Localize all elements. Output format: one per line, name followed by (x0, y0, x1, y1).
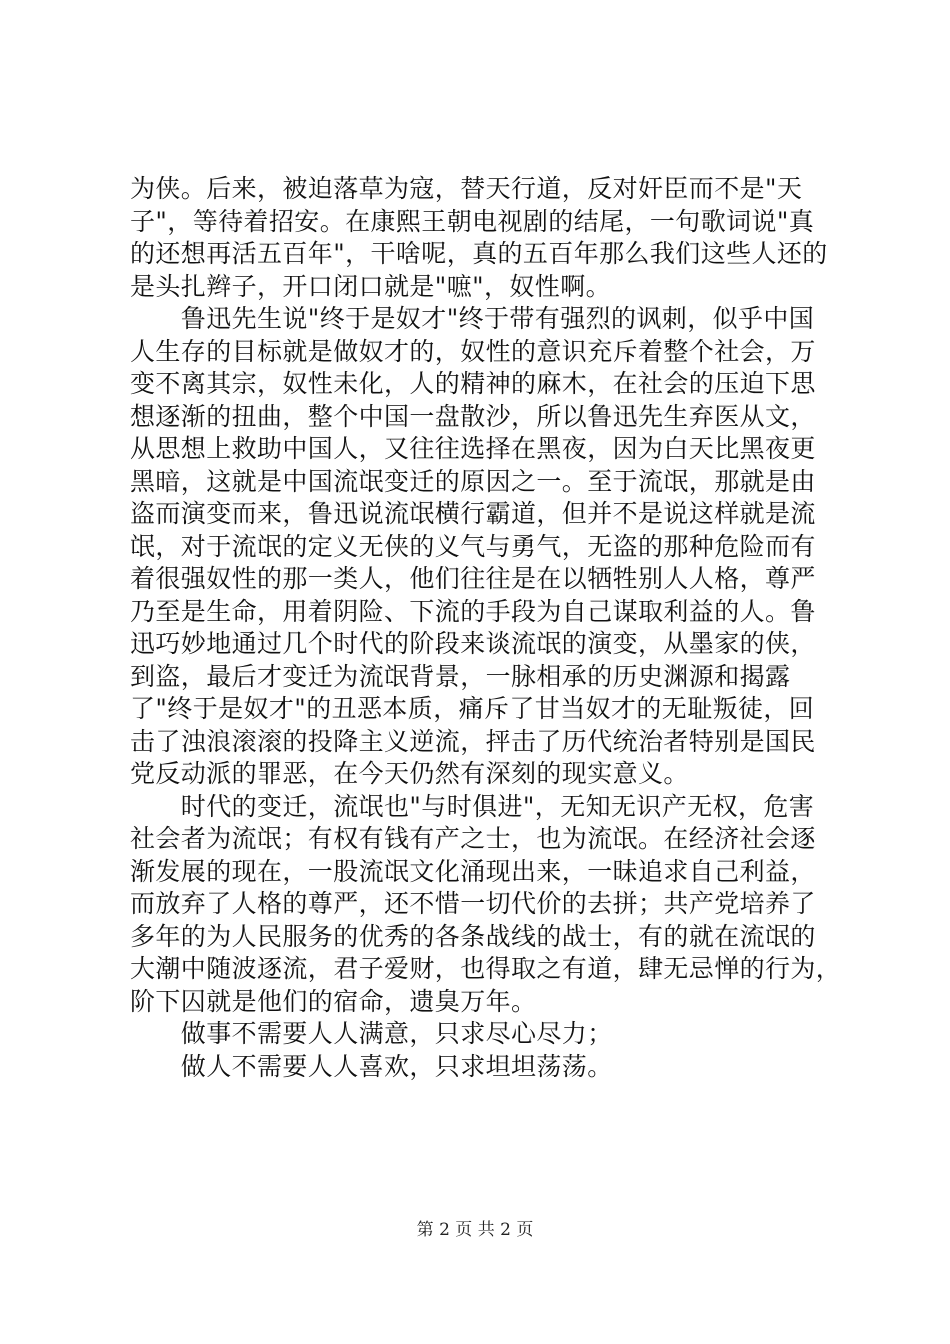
text-line: 是头扎辫子，开口闭口就是"嗻"，奴性啊。 (130, 271, 611, 301)
text-line: 氓，对于流氓的定义无侠的义气与勇气，无盗的那种危险而有 (130, 531, 816, 561)
text-line: 时代的变迁，流氓也"与时俱进"，无知无识产无权，危害 (130, 791, 815, 821)
text-line: 着很强奴性的那一类人，他们往往是在以牺牲别人人格，尊严 (130, 564, 816, 593)
text-line: 到盗，最后才变迁为流氓背景，一脉相承的历史渊源和揭露 (130, 661, 791, 691)
text-line: 鲁迅先生说"终于是奴才"终于带有强烈的讽刺，似乎中国 (130, 304, 815, 333)
text-line: 迅巧妙地通过几个时代的阶段来谈流氓的演变，从墨家的侠， (130, 629, 816, 658)
text-line: 盗而演变而来，鲁迅说流氓横行霸道，但并不是说这样就是流 (130, 499, 816, 528)
text-line: 了"终于是奴才"的丑恶本质，痛斥了甘当奴才的无耻叛徒，回 (130, 694, 815, 723)
body-text (130, 173, 842, 1083)
text-line: 而放弃了人格的尊严，还不惜一切代价的去拼；共产党培养了 (130, 889, 816, 918)
text-line: 人生存的目标就是做奴才的，奴性的意识充斥着整个社会，万 (130, 336, 816, 366)
page-number-footer: 第 2 页 共 2 页 (416, 1220, 534, 1240)
text-line: 大潮中随波逐流，君子爱财，也得取之有道，肆无忌惮的行为， (130, 954, 842, 983)
text-line: 为侠。后来，被迫落草为寇，替天行道，反对奸臣而不是"天 (130, 174, 803, 203)
text-line: 做事不需要人人满意，只求尽心尽力； (130, 1019, 613, 1048)
text-line: 想逐渐的扭曲，整个中国一盘散沙，所以鲁迅先生弃医从文， (130, 401, 816, 431)
text-line: 多年的为人民服务的优秀的各条战线的战士，有的就在流氓的 (130, 921, 816, 951)
text-line: 乃至是生命，用着阴险、下流的手段为自己谋取利益的人。鲁 (130, 596, 816, 626)
text-line: 渐发展的现在，一股流氓文化涌现出来，一昧追求自己利益， (130, 856, 816, 886)
text-line: 变不离其宗，奴性未化，人的精神的麻木，在社会的压迫下思 (130, 369, 816, 398)
text-line: 的还想再活五百年"，干啥呢，真的五百年那么我们这些人还的 (130, 239, 828, 268)
text-line: 社会者为流氓；有权有钱有产之士，也为流氓。在经济社会逐 (130, 824, 816, 853)
text-line: 做人不需要人人喜欢，只求坦坦荡荡。 (130, 1051, 613, 1081)
text-line: 党反动派的罪恶，在今天仍然有深刻的现实意义。 (130, 759, 689, 788)
text-line: 从思想上救助中国人，又往往选择在黑夜，因为白天比黑夜更 (130, 434, 816, 463)
text-line: 阶下囚就是他们的宿命，遗臭万年。 (130, 986, 537, 1016)
text-line: 子"，等待着招安。在康熙王朝电视剧的结尾，一句歌词说"真 (130, 206, 815, 236)
text-line: 黑暗，这就是中国流氓变迁的原因之一。至于流氓，那就是由 (130, 466, 816, 496)
text-line: 击了浊浪滚滚的投降主义逆流，抨击了历代统治者特别是国民 (130, 726, 816, 756)
